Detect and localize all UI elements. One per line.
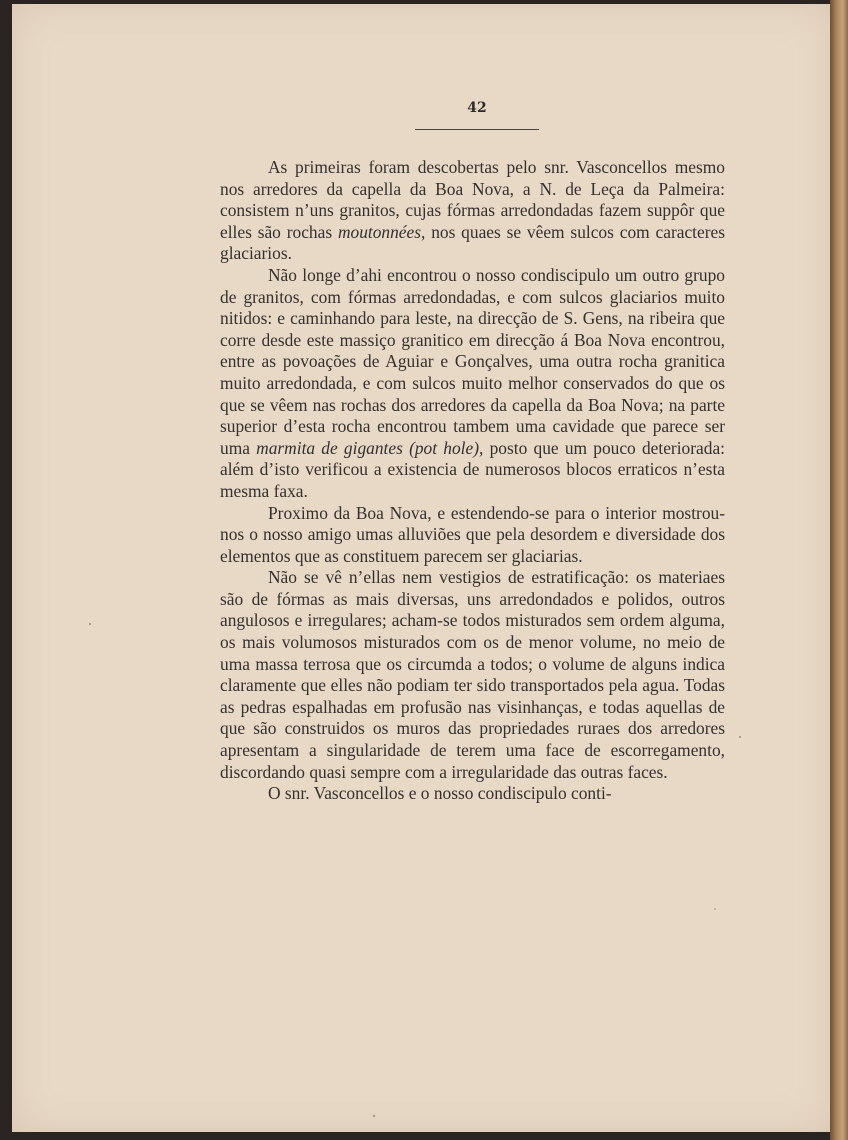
- body-text: [220, 157, 725, 805]
- paragraph: [220, 157, 725, 265]
- paragraph: [220, 265, 725, 503]
- text-run: Não longe d’ahi encontrou o nosso condiscipulo um outro grupo de granitos, com fórmas arredondadas, e com sulcos glaciarios muito nitidos: e caminhando para leste, na direcção de S. Gens, na ribeira que corre desde este massiço granitico em direcção á Boa Nova encontrou, entre as povoações de Aguiar e Gonçalves, uma outra rocha granitica muito arredondada, e com sulcos muito melhor conservados do que os que se vêem nas rochas dos arredores da capella da Boa Nova; na parte superior d’esta rocha encontrou tambem uma cavidade que parece ser uma: [220, 264, 725, 458]
- header-rule: [415, 129, 539, 130]
- text-run: nos quaes se vêem sulcos com caracteres glaciarios.: [220, 221, 725, 264]
- text-run: As primeiras foram descobertas pelo snr. Vasconcellos mesmo nos arredores da capella da Boa Nova, a N. de Leça da Palmeira: consistem n’uns granitos, cujas fórmas arredondadas fazem suppôr que elles são rochas: [220, 157, 725, 242]
- speck: [373, 1115, 375, 1117]
- text-run: posto que um pouco deteriorada: além d’isto verificou a existencia de numerosos blocos erraticos n’esta mesma faxa.: [220, 437, 725, 501]
- paragraph: [220, 567, 725, 783]
- italic-text: moutonnées,: [337, 221, 426, 242]
- paragraph: [220, 783, 725, 805]
- speck: [89, 623, 91, 625]
- book-edge: [830, 0, 848, 1140]
- speck: [714, 908, 716, 910]
- italic-text: marmita de gigantes (pot hole),: [256, 437, 484, 458]
- speck: [739, 736, 741, 738]
- paragraph: [220, 503, 725, 568]
- page-number: 42: [467, 100, 487, 116]
- text-run: Proximo da Boa Nova, e estendendo-se para o interior mostrou-nos o nosso amigo umas alluviões que pela desordem e diversidade dos elementos que as constituem parecem ser glaciarias.: [220, 502, 725, 566]
- text-run: O snr. Vasconcellos e o nosso condiscipulo conti-: [268, 783, 612, 804]
- text-run: Não se vê n’ellas nem vestigios de estratificação: os materiaes são de fórmas as mais diversas, uns arredondados e polidos, outros angulosos e irregulares; acham-se todos misturados sem ordem alguma, os mais volumosos misturados com os de menor volume, no meio de uma massa terrosa que os circumda a todos; o volume de alguns indica claramente que elles não podiam ter sido transportados pela agua. Todas as pedras espalhadas em profusão nas visinhanças, e todas aquellas de que são construidos os muros das propriedades ruraes dos arredores apresentam a singularidade de terem uma face de escorregamento, discordando quasi sempre com a irregularidade das outras faces.: [220, 567, 725, 782]
